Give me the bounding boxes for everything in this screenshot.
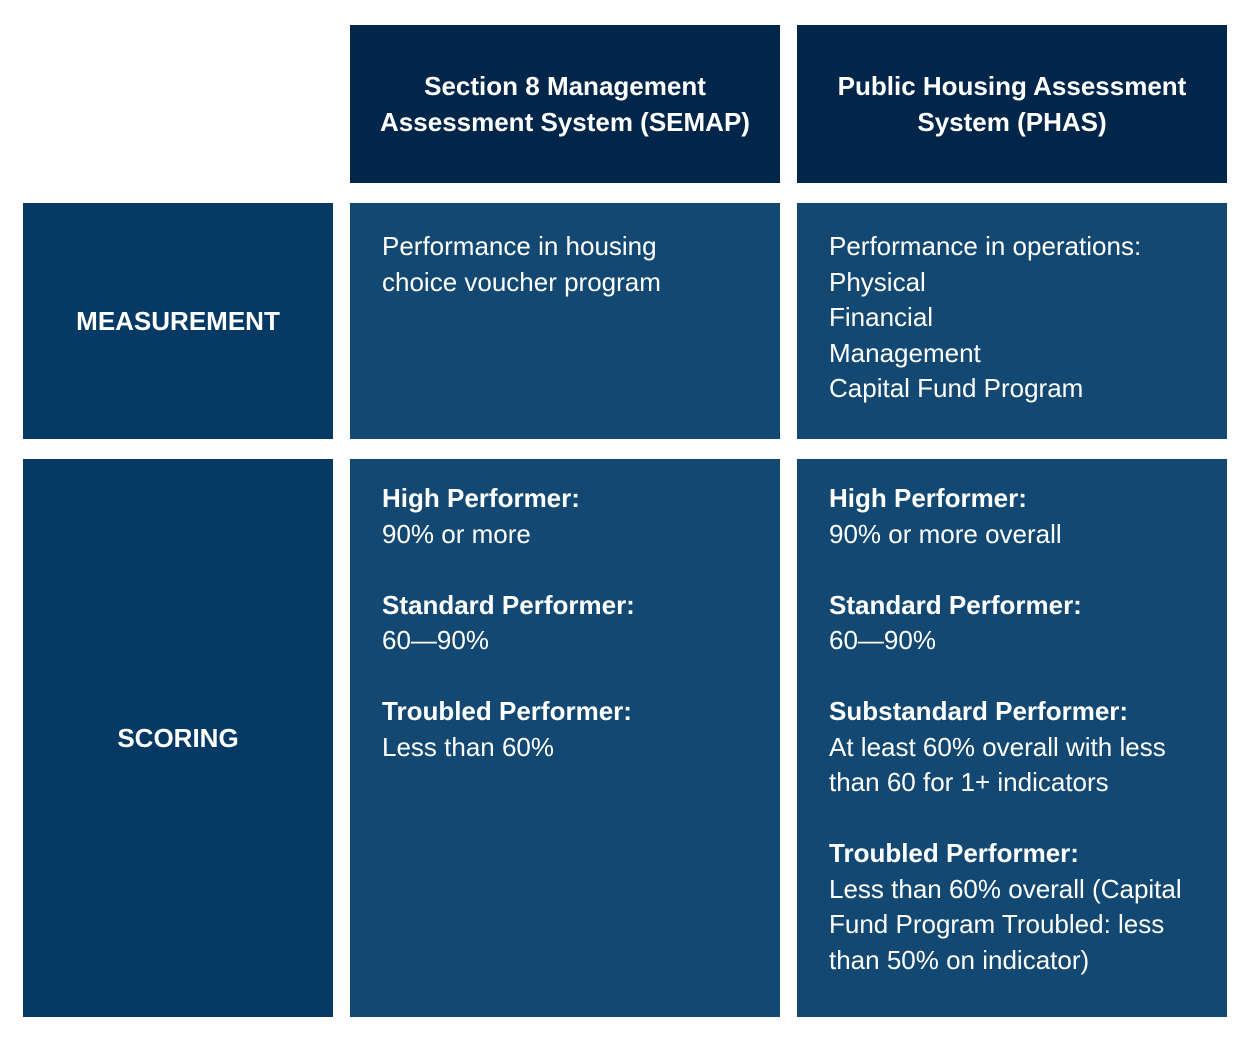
scoring-label: Troubled Performer:	[829, 838, 1079, 868]
column-header-phas-line: Public Housing Assessment	[837, 71, 1187, 101]
row-header-scoring	[23, 459, 333, 1017]
measurement-phas-line: Management	[829, 337, 981, 368]
scoring-text: At least 60% overall with less	[829, 731, 1166, 762]
measurement-semap-line: choice voucher program	[382, 266, 661, 297]
column-header-semap-line: Assessment System (SEMAP)	[380, 107, 750, 137]
scoring-semap-cell	[350, 459, 780, 1017]
measurement-semap-line: Performance in housing	[382, 231, 657, 261]
scoring-text: Less than 60%	[382, 731, 555, 762]
scoring-group	[382, 588, 758, 659]
scoring-label: High Performer:	[382, 483, 580, 513]
scoring-group	[382, 481, 758, 552]
scoring-group	[829, 481, 1205, 552]
scoring-label: High Performer:	[829, 483, 1027, 513]
scoring-label: Troubled Performer:	[382, 696, 632, 726]
scoring-text: 90% or more	[382, 518, 531, 549]
column-header-phas	[797, 25, 1227, 183]
scoring-group	[382, 694, 758, 765]
scoring-text: 60—90%	[382, 625, 489, 655]
scoring-phas-cell	[797, 459, 1227, 1017]
scoring-label: Substandard Performer:	[829, 696, 1129, 726]
scoring-group	[829, 694, 1205, 801]
scoring-text: 60—90%	[829, 625, 936, 655]
measurement-phas-line: Financial	[829, 302, 934, 332]
measurement-phas-line: Performance in operations:	[829, 231, 1142, 261]
column-header-phas-line: System (PHAS)	[917, 107, 1107, 137]
scoring-label: Standard Performer:	[382, 589, 635, 620]
row-header-measurement	[23, 203, 333, 439]
measurement-semap-cell	[350, 203, 780, 439]
scoring-group	[829, 836, 1205, 978]
row-header-scoring-label: SCORING	[117, 722, 239, 753]
column-header-semap-line: Section 8 Management	[424, 71, 706, 101]
row-header-measurement-label: MEASUREMENT	[76, 305, 280, 336]
scoring-text: 90% or more overall	[829, 518, 1062, 549]
scoring-text: Fund Program Troubled: less	[829, 909, 1165, 939]
scoring-label: Standard Performer:	[829, 589, 1082, 620]
scoring-text: than 60 for 1+ indicators	[829, 767, 1109, 797]
scoring-text: Less than 60% overall (Capital	[829, 873, 1182, 904]
measurement-phas-line: Capital Fund Program	[829, 373, 1084, 403]
scoring-group	[829, 588, 1205, 659]
measurement-phas-cell	[797, 203, 1227, 439]
column-header-semap	[350, 25, 780, 183]
scoring-text: than 50% on indicator)	[829, 944, 1090, 975]
measurement-phas-line: Physical	[829, 266, 926, 297]
